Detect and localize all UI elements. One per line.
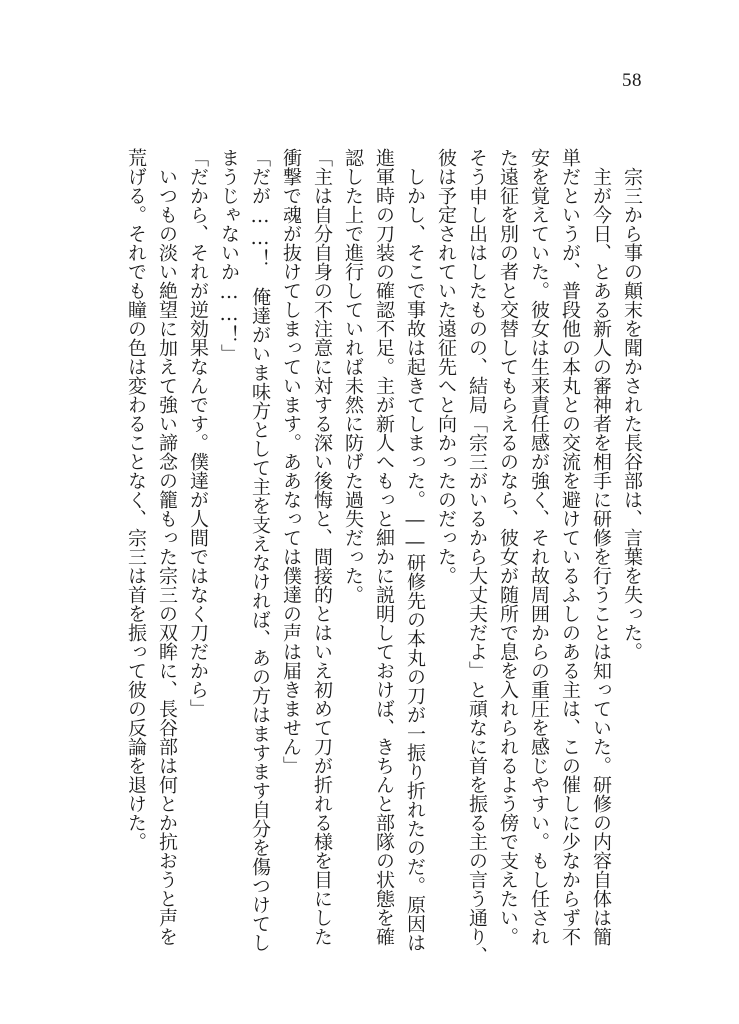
text-line: た遠征を別の者と交替してもらえるのなら、彼女が随所で息を入れられるよう傍で支えたい。 bbox=[497, 148, 519, 946]
text-line: まうじゃないか……！」 bbox=[218, 148, 240, 363]
text-line: しかし、そこで事故は起きてしまった。――研修先の本丸の刀が一振り折れたのだ。原因は bbox=[404, 148, 426, 952]
text-line: 彼は予定されていた遠征先へと向かったのだった。 bbox=[435, 148, 457, 585]
text-line: 宗三から事の顛末を聞かされた長谷部は、言葉を失った。 bbox=[621, 148, 643, 661]
text-line: 進軍時の刀装の確認不足。主が新人へもっと細かに説明しておけば、きちんと部隊の状態を確 bbox=[373, 148, 395, 946]
text-line: そう申し出はしたものの、結局「宗三がいるから大丈夫だよ」と頑なに首を振る主の言う通り、 bbox=[466, 148, 488, 965]
text-line: 認した上で進行していれば未然に防げた過失だった。 bbox=[342, 148, 364, 604]
text-line: 安を覚えていた。彼女は生来責任感が強く、それ故周囲からの重圧を感じやすい。もし任され bbox=[528, 148, 550, 946]
text-line: 衝撃で魂が抜けてしまっています。ああなっては僕達の声は届きません」 bbox=[280, 148, 302, 775]
text-line: 「だが……！ 俺達がいま味方として主を支えなければ、あの方はますます自分を傷つけてし bbox=[249, 148, 271, 952]
text-line: 「だから、それが逆効果なんです。僕達が人間ではなく刀だから」 bbox=[187, 148, 209, 718]
text-line: 主が今日、とある新人の審神者を相手に研修を行うことは知っていた。研修の内容自体は簡 bbox=[590, 148, 612, 946]
text-line: 単だというが、普段他の本丸との交流を避けているふしのある主は、この催しに少なからず不 bbox=[559, 148, 581, 946]
page-number: 58 bbox=[622, 70, 642, 91]
text-line: いつもの淡い絶望に加えて強い諦念の籠もった宗三の双眸に、長谷部は何とか抗おうと声を bbox=[156, 148, 178, 946]
text-line: 「主は自分自身の不注意に対する深い後悔と、間接的とはいえ初めて刀が折れる様を目にした bbox=[311, 148, 333, 946]
text-line: 荒げる。それでも瞳の色は変わることなく、宗三は首を振って彼の反論を退けた。 bbox=[125, 148, 147, 851]
body-text bbox=[120, 148, 647, 968]
